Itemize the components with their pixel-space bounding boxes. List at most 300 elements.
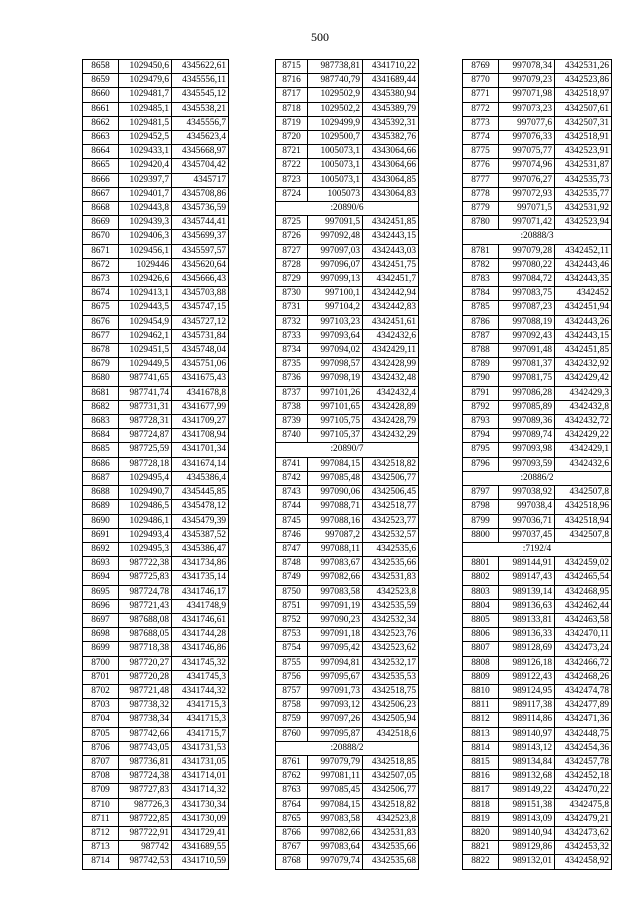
y-coordinate-cell: 4342468,26 [555,670,612,684]
table-row [276,812,419,826]
coordinates-table-middle [275,59,419,870]
y-coordinate-cell: 4342451,75 [363,258,419,272]
table-row [83,812,229,826]
point-number-cell: 8658 [83,60,119,74]
table-row [83,258,229,272]
y-coordinate-cell: 4345556,7 [172,116,229,130]
point-number-cell: 8676 [83,315,119,329]
table-row [83,557,229,571]
table-row [276,301,419,315]
table-row [463,798,612,812]
table-row [83,585,229,599]
point-number-cell: 8806 [463,628,499,642]
y-coordinate-cell: 4342518,85 [363,755,419,769]
y-coordinate-cell: 4345666,43 [172,273,229,287]
table-row [276,457,419,471]
table-row [83,216,229,230]
x-coordinate-cell: 997091,73 [308,684,363,698]
table-row [83,670,229,684]
y-coordinate-cell: 4341734,86 [172,557,229,571]
y-coordinate-cell: 4342535,77 [555,187,612,201]
point-number-cell: 8781 [463,244,499,258]
point-number-cell: 8736 [276,372,308,386]
point-number-cell: 8782 [463,258,499,272]
table-row [83,230,229,244]
point-number-cell: 8753 [276,628,308,642]
point-number-cell: 8674 [83,287,119,301]
table-row [463,187,612,201]
x-coordinate-cell: 987720,27 [119,656,172,670]
y-coordinate-cell: 4342458,92 [555,855,612,869]
x-coordinate-cell: 987721,48 [119,684,172,698]
x-coordinate-cell: 997083,64 [308,841,363,855]
table-row [276,159,419,173]
y-coordinate-cell: 4342532,57 [363,528,419,542]
point-number-cell: 8747 [276,542,308,556]
point-number-cell: 8709 [83,784,119,798]
table-row [276,88,419,102]
point-number-cell: 8711 [83,812,119,826]
table-row [276,599,419,613]
point-number-cell: 8812 [463,713,499,727]
y-coordinate-cell: 4345387,52 [172,528,229,542]
table-row [463,358,612,372]
table-row [83,500,229,514]
x-coordinate-cell: 997092,43 [499,329,555,343]
y-coordinate-cell: 4342470,22 [555,784,612,798]
point-number-cell: 8799 [463,514,499,528]
y-coordinate-cell: 4345445,85 [172,486,229,500]
x-coordinate-cell: 987724,78 [119,585,172,599]
x-coordinate-cell: 997089,36 [499,415,555,429]
y-coordinate-cell: 4345747,15 [172,301,229,315]
table-row [83,131,229,145]
x-coordinate-cell: 987721,43 [119,599,172,613]
x-coordinate-cell: 997096,07 [308,258,363,272]
y-coordinate-cell: 4342535,66 [363,557,419,571]
table-row [83,159,229,173]
y-coordinate-cell: 4341730,09 [172,812,229,826]
y-coordinate-cell: 4342452,11 [555,244,612,258]
x-coordinate-cell: 997079,23 [499,74,555,88]
table-row [83,571,229,585]
table-row [463,344,612,358]
point-number-cell: 8678 [83,344,119,358]
y-coordinate-cell: 4342451,94 [555,301,612,315]
point-number-cell: 8687 [83,471,119,485]
x-coordinate-cell: 989124,95 [499,684,555,698]
table-row [83,344,229,358]
y-coordinate-cell: 4342432,72 [555,415,612,429]
point-number-cell: 8755 [276,656,308,670]
table-row [463,784,612,798]
x-coordinate-cell: 997088,16 [308,514,363,528]
table-row [463,145,612,159]
y-coordinate-cell: 4342531,87 [555,159,612,173]
table-row [83,415,229,429]
point-number-cell: 8729 [276,273,308,287]
y-coordinate-cell: 4342518,82 [363,798,419,812]
section-header: :20886/2 [463,471,612,485]
x-coordinate-cell: 987738,32 [119,699,172,713]
y-coordinate-cell: 4342507,31 [555,116,612,130]
y-coordinate-cell: 4342518,6 [363,727,419,741]
point-number-cell: 8704 [83,713,119,727]
point-number-cell: 8757 [276,684,308,698]
table-row [83,74,229,88]
y-coordinate-cell: 4342462,44 [555,599,612,613]
table-row [83,784,229,798]
y-coordinate-cell: 4342442,94 [363,287,419,301]
table-row [83,457,229,471]
table-row [83,727,229,741]
y-coordinate-cell: 4342523,62 [363,642,419,656]
x-coordinate-cell: 997076,33 [499,131,555,145]
y-coordinate-cell: 4342459,02 [555,557,612,571]
y-coordinate-cell: 4345703,88 [172,287,229,301]
table-row [276,557,419,571]
point-number-cell: 8822 [463,855,499,869]
y-coordinate-cell: 4342507,8 [555,528,612,542]
point-number-cell: 8815 [463,755,499,769]
point-number-cell: 8666 [83,173,119,187]
point-number-cell: 8808 [463,656,499,670]
point-number-cell: 8783 [463,273,499,287]
y-coordinate-cell: 4342453,32 [555,841,612,855]
y-coordinate-cell: 4342443,15 [363,230,419,244]
x-coordinate-cell: 997074,96 [499,159,555,173]
point-number-cell: 8720 [276,131,308,145]
point-number-cell: 8764 [276,798,308,812]
point-number-cell: 8714 [83,855,119,869]
y-coordinate-cell: 4341731,05 [172,755,229,769]
x-coordinate-cell: 997079,74 [308,855,363,869]
point-number-cell: 8770 [463,74,499,88]
x-coordinate-cell: 1029495,4 [119,471,172,485]
table-row [463,202,612,216]
point-number-cell: 8677 [83,329,119,343]
x-coordinate-cell: 1029401,7 [119,187,172,201]
point-number-cell: 8768 [276,855,308,869]
x-coordinate-cell: 997090,06 [308,486,363,500]
x-coordinate-cell: 997091,5 [308,216,363,230]
y-coordinate-cell: 4341730,34 [172,798,229,812]
point-number-cell: 8668 [83,202,119,216]
y-coordinate-cell: 4341709,27 [172,415,229,429]
point-number-cell: 8769 [463,60,499,74]
x-coordinate-cell: 987742 [119,841,172,855]
y-coordinate-cell: 4341735,14 [172,571,229,585]
table-row [276,74,419,88]
y-coordinate-cell: 4342443,35 [555,273,612,287]
x-coordinate-cell: 1029451,5 [119,344,172,358]
x-coordinate-cell: 987722,91 [119,826,172,840]
x-coordinate-cell: 989140,94 [499,826,555,840]
table-row [463,812,612,826]
y-coordinate-cell: 4342474,78 [555,684,612,698]
section-row [463,230,612,244]
table-row [83,486,229,500]
y-coordinate-cell: 4342506,77 [363,784,419,798]
x-coordinate-cell: 989128,69 [499,642,555,656]
y-coordinate-cell: 4341715,7 [172,727,229,741]
x-coordinate-cell: 989136,33 [499,628,555,642]
x-coordinate-cell: 987728,18 [119,457,172,471]
table-row [83,400,229,414]
table-row [276,102,419,116]
y-coordinate-cell: 4342432,29 [363,429,419,443]
point-number-cell: 8816 [463,770,499,784]
table-row [463,684,612,698]
table-row [276,415,419,429]
x-coordinate-cell: 1029500,7 [308,131,363,145]
x-coordinate-cell: 997099,13 [308,273,363,287]
y-coordinate-cell: 4342451,61 [363,315,419,329]
table-row [463,329,612,343]
point-number-cell: 8681 [83,386,119,400]
x-coordinate-cell: 1029495,3 [119,542,172,556]
y-coordinate-cell: 4342506,23 [363,699,419,713]
y-coordinate-cell: 4342523,8 [363,585,419,599]
y-coordinate-cell: 4342429,1 [555,443,612,457]
table-row [276,656,419,670]
x-coordinate-cell: 989147,43 [499,571,555,585]
x-coordinate-cell: 997085,89 [499,400,555,414]
y-coordinate-cell: 4342428,89 [363,400,419,414]
table-row [463,116,612,130]
point-number-cell: 8717 [276,88,308,102]
x-coordinate-cell: 989132,01 [499,855,555,869]
y-coordinate-cell: 4342523,77 [363,514,419,528]
table-row [276,244,419,258]
y-coordinate-cell: 4342535,59 [363,599,419,613]
y-coordinate-cell: 4342471,36 [555,713,612,727]
y-coordinate-cell: 4342432,6 [555,457,612,471]
x-coordinate-cell: 987742,53 [119,855,172,869]
x-coordinate-cell: 989151,38 [499,798,555,812]
x-coordinate-cell: 997079,79 [308,755,363,769]
table-row [83,187,229,201]
y-coordinate-cell: 4342452,18 [555,770,612,784]
x-coordinate-cell: 997094,02 [308,344,363,358]
point-number-cell: 8756 [276,670,308,684]
y-coordinate-cell: 4342429,42 [555,372,612,386]
y-coordinate-cell: 4342506,77 [363,471,419,485]
x-coordinate-cell: 997105,37 [308,429,363,443]
point-number-cell: 8744 [276,500,308,514]
x-coordinate-cell: 997081,75 [499,372,555,386]
table-row [463,301,612,315]
point-number-cell: 8715 [276,60,308,74]
point-number-cell: 8794 [463,429,499,443]
table-row [83,386,229,400]
point-number-cell: 8788 [463,344,499,358]
x-coordinate-cell: 987742,66 [119,727,172,741]
x-coordinate-cell: 1029450,6 [119,60,172,74]
x-coordinate-cell: 997085,48 [308,471,363,485]
point-number-cell: 8741 [276,457,308,471]
y-coordinate-cell: 4342535,53 [363,670,419,684]
x-coordinate-cell: 997084,15 [308,457,363,471]
x-coordinate-cell: 997088,19 [499,315,555,329]
table-row [463,173,612,187]
point-number-cell: 8696 [83,599,119,613]
x-coordinate-cell: 987688,08 [119,613,172,627]
x-coordinate-cell: 997094,81 [308,656,363,670]
table-row [463,131,612,145]
point-number-cell: 8803 [463,585,499,599]
table-row [463,273,612,287]
point-number-cell: 8807 [463,642,499,656]
point-number-cell: 8760 [276,727,308,741]
x-coordinate-cell: 987741,74 [119,386,172,400]
point-number-cell: 8669 [83,216,119,230]
point-number-cell: 8774 [463,131,499,145]
table-row [83,855,229,869]
x-coordinate-cell: 997078,34 [499,60,555,74]
y-coordinate-cell: 4342518,94 [555,514,612,528]
y-coordinate-cell: 4342432,92 [555,358,612,372]
table-row [463,315,612,329]
x-coordinate-cell: 1029479,6 [119,74,172,88]
y-coordinate-cell: 4342470,11 [555,628,612,642]
y-coordinate-cell: 4341715,3 [172,713,229,727]
table-row [83,244,229,258]
x-coordinate-cell: 989144,91 [499,557,555,571]
point-number-cell: 8683 [83,415,119,429]
y-coordinate-cell: 4341701,34 [172,443,229,457]
table-row [83,315,229,329]
x-coordinate-cell: 997091,19 [308,599,363,613]
y-coordinate-cell: 4342443,46 [555,258,612,272]
table-row [276,670,419,684]
table-row [276,528,419,542]
point-number-cell: 8811 [463,699,499,713]
x-coordinate-cell: 997081,37 [499,358,555,372]
point-number-cell: 8801 [463,557,499,571]
section-header: :7192/4 [463,542,612,556]
y-coordinate-cell: 4342535,68 [363,855,419,869]
table-row [463,528,612,542]
y-coordinate-cell: 4342518,82 [363,457,419,471]
table-row [276,855,419,869]
table-row [276,372,419,386]
point-number-cell: 8672 [83,258,119,272]
table-row [276,258,419,272]
table-row [83,741,229,755]
x-coordinate-cell: 987731,31 [119,400,172,414]
y-coordinate-cell: 4345380,94 [363,88,419,102]
point-number-cell: 8719 [276,116,308,130]
table-row [276,230,419,244]
y-coordinate-cell: 4342507,05 [363,770,419,784]
section-row [276,202,419,216]
table-row [463,386,612,400]
table-row [83,798,229,812]
table-row [83,826,229,840]
table-row [83,429,229,443]
x-coordinate-cell: 997088,11 [308,542,363,556]
y-coordinate-cell: 4341715,3 [172,699,229,713]
table-row [83,116,229,130]
point-number-cell: 8754 [276,642,308,656]
table-row [276,60,419,74]
x-coordinate-cell: 1029439,3 [119,216,172,230]
y-coordinate-cell: 4342473,24 [555,642,612,656]
table-row [276,585,419,599]
point-number-cell: 8716 [276,74,308,88]
x-coordinate-cell: 1029443,5 [119,301,172,315]
y-coordinate-cell: 4342432,4 [363,386,419,400]
point-number-cell: 8694 [83,571,119,585]
table-row [463,713,612,727]
x-coordinate-cell: 1029462,1 [119,329,172,343]
table-row [463,372,612,386]
table-row [463,770,612,784]
table-row [83,443,229,457]
x-coordinate-cell: 997038,92 [499,486,555,500]
x-coordinate-cell: 987743,05 [119,741,172,755]
y-coordinate-cell: 4345708,86 [172,187,229,201]
x-coordinate-cell: 987724,38 [119,770,172,784]
point-number-cell: 8745 [276,514,308,528]
x-coordinate-cell: 1029413,1 [119,287,172,301]
table-row [276,514,419,528]
table-row [463,727,612,741]
table-row [276,500,419,514]
y-coordinate-cell: 4342523,94 [555,216,612,230]
section-header: :20888/2 [276,741,419,755]
x-coordinate-cell: 997091,18 [308,628,363,642]
x-coordinate-cell: 1029454,9 [119,315,172,329]
point-number-cell: 8703 [83,699,119,713]
point-number-cell: 8689 [83,500,119,514]
x-coordinate-cell: 997082,66 [308,571,363,585]
x-coordinate-cell: 1029485,1 [119,102,172,116]
table-row [83,613,229,627]
x-coordinate-cell: 997097,26 [308,713,363,727]
y-coordinate-cell: 4341710,59 [172,855,229,869]
x-coordinate-cell: 997095,67 [308,670,363,684]
point-number-cell: 8670 [83,230,119,244]
table-row [276,699,419,713]
table-row [463,60,612,74]
y-coordinate-cell: 4342428,99 [363,358,419,372]
x-coordinate-cell: 997098,19 [308,372,363,386]
point-number-cell: 8778 [463,187,499,201]
table-row [463,244,612,258]
point-number-cell: 8791 [463,386,499,400]
x-coordinate-cell: 1029406,3 [119,230,172,244]
x-coordinate-cell: 997093,98 [499,443,555,457]
y-coordinate-cell: 4342507,8 [555,486,612,500]
table-row [83,770,229,784]
table-row [276,571,419,585]
point-number-cell: 8700 [83,656,119,670]
x-coordinate-cell: 997101,26 [308,386,363,400]
table-row [463,628,612,642]
x-coordinate-cell: 1029426,6 [119,273,172,287]
x-coordinate-cell: 989122,43 [499,670,555,684]
y-coordinate-cell: 4342531,83 [363,826,419,840]
point-number-cell: 8785 [463,301,499,315]
x-coordinate-cell: 997081,11 [308,770,363,784]
point-number-cell: 8693 [83,557,119,571]
x-coordinate-cell: 997075,77 [499,145,555,159]
table-row [83,471,229,485]
point-number-cell: 8805 [463,613,499,627]
table-row [463,216,612,230]
